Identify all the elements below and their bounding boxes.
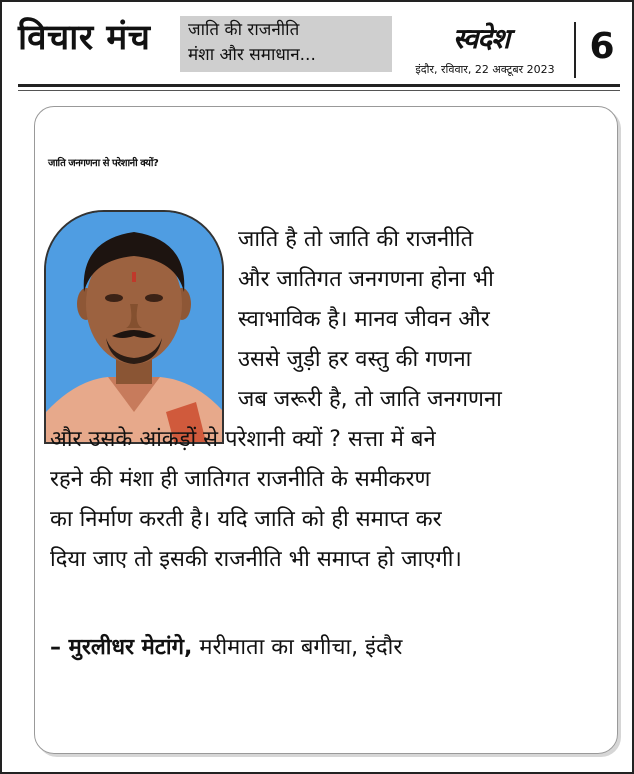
- header-rule: [18, 84, 620, 87]
- header-divider: [574, 22, 576, 78]
- body-text-line: रहने की मंशा ही जातिगत राजनीति के समीकरण: [50, 467, 431, 492]
- body-text-line: स्वाभाविक है। मानव जीवन और: [238, 307, 490, 332]
- author-location: मरीमाता का बगीचा, इंदौर: [192, 635, 403, 660]
- teaser-line: जाति की राजनीति: [188, 20, 300, 40]
- author-signature: [50, 628, 402, 668]
- teaser-box: [180, 16, 392, 72]
- body-text-line: उससे जुड़ी हर वस्तु की गणना: [238, 347, 472, 372]
- body-text-line: दिया जाए तो इसकी राजनीति भी समाप्त हो जाएगी।: [50, 547, 462, 572]
- section-title: विचार मंच: [18, 18, 151, 58]
- letter-headline: जाति जनगणना से परेशानी क्यों?: [48, 158, 159, 169]
- masthead-logo: स्वदेश: [452, 22, 510, 55]
- body-text-line: जाति है तो जाति की राजनीति: [238, 227, 474, 252]
- author-photo: [44, 210, 224, 444]
- dateline: इंदौर, रविवार, 22 अक्टूबर 2023: [415, 63, 555, 76]
- body-text-line: और जातिगत जनगणना होना भी: [238, 267, 494, 292]
- teaser-line: मंशा और समाधान...: [188, 45, 316, 65]
- body-text-line: जब जरूरी है, तो जाति जनगणना: [238, 387, 502, 412]
- page-number: 6: [589, 26, 615, 67]
- body-text-line: और उसके आंकड़ों से परेशानी क्यों ? सत्ता में बने: [50, 427, 436, 452]
- header-rule-thin: [18, 90, 620, 91]
- body-text-line: का निर्माण करती है। यदि जाति को ही समाप्त कर: [50, 507, 442, 532]
- portrait-photo-icon: [46, 212, 222, 442]
- author-name: मुरलीधर मेटांगे,: [68, 635, 193, 660]
- signature-prefix: –: [50, 635, 69, 660]
